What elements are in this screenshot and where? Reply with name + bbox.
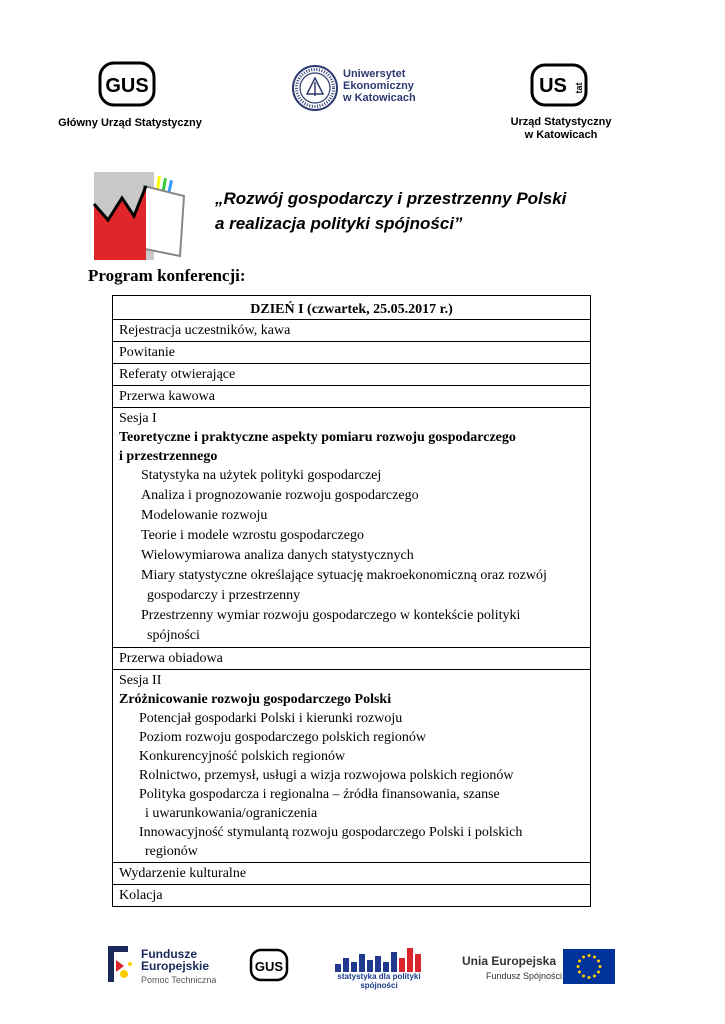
list-item: Polityka gospodarcza i regionalna – źródła finansowania, szanse i uwarunkowania/ograniczenia xyxy=(139,787,500,821)
us-logo xyxy=(529,62,589,108)
session-title: Teoretyczne i praktyczne aspekty pomiaru rozwoju gospodarczego i przestrzennego xyxy=(119,430,516,464)
list-item: Analiza i prognozowanie rozwoju gospodarczego xyxy=(141,488,419,503)
us-caption: Urząd Statystyczny w Katowicach xyxy=(510,116,612,141)
list-item: Rolnictwo, przemysł, usługi a wizja rozwojowa polskich regionów xyxy=(139,768,514,783)
svg-text:tat: tat xyxy=(574,82,584,94)
table-row: Powitanie xyxy=(113,341,590,363)
svg-text:GUS: GUS xyxy=(254,959,284,974)
session-title: Zróżnicowanie rozwoju gospodarczego Polski xyxy=(119,692,392,707)
list-item: Konkurencyjność polskich regionów xyxy=(139,749,346,764)
table-row: Przerwa kawowa xyxy=(113,385,590,407)
european-funds-logo-icon xyxy=(106,944,136,984)
session-label: Sesja II xyxy=(119,673,162,688)
list-item: Modelowanie rozwoju xyxy=(141,508,268,523)
list-item: Miary statystyczne określające sytuację makroekonomiczną oraz rozwój gospodarczy i przestrzenny xyxy=(141,568,547,603)
program-table xyxy=(112,295,591,907)
day-header: DZIEŃ I (czwartek, 25.05.2017 r.) xyxy=(250,302,453,317)
svg-text:US: US xyxy=(539,75,567,97)
list-item: Poziom rozwoju gospodarczego polskich regionów xyxy=(139,730,426,745)
session-label: Sesja I xyxy=(119,411,157,426)
conference-title: „Rozwój gospodarczy i przestrzenny Polski a realizacja polityki spójności” xyxy=(215,189,567,233)
session-2 xyxy=(113,669,590,862)
program-heading: Program konferencji: xyxy=(88,266,246,285)
eu-flag-icon xyxy=(563,949,615,984)
european-funds-text: Fundusze Europejskie Pomoc Techniczna xyxy=(141,947,217,985)
list-item: Innowacyjność stymulantą rozwoju gospodarczego Polski i polskich regionów xyxy=(139,825,523,859)
list-item: Statystyka na użytek polityki gospodarczej xyxy=(141,468,382,483)
gus-logo xyxy=(97,60,157,108)
list-item: Teorie i modele wzrostu gospodarczego xyxy=(141,528,364,543)
university-name: Uniwersytet Ekonomiczny w Katowicach xyxy=(343,68,416,104)
gus-caption: Główny Urząd Statystyczny xyxy=(58,117,202,129)
table-row: Wydarzenie kulturalne xyxy=(113,862,590,884)
list-item: Wielowymiarowa analiza danych statystycznych xyxy=(141,548,414,563)
gus-small-logo xyxy=(249,948,289,982)
list-item: Potencjał gospodarki Polski i kierunki rozwoju xyxy=(139,711,403,726)
session-1 xyxy=(113,407,590,647)
svg-text:GUS: GUS xyxy=(105,75,149,97)
bars-caption: statystyka dla polityki spójności xyxy=(337,972,421,990)
conference-emblem-icon xyxy=(88,168,198,268)
table-row: Rejestracja uczestników, kawa xyxy=(113,319,590,341)
eu-text: Unia Europejska Fundusz Spójności xyxy=(462,954,563,981)
table-row: Przerwa obiadowa xyxy=(113,647,590,669)
list-item: Przestrzenny wymiar rozwoju gospodarczego w kontekście polityki spójności xyxy=(141,608,521,643)
table-row: Referaty otwierające xyxy=(113,363,590,385)
university-seal-icon xyxy=(291,64,339,112)
table-row: Kolacja xyxy=(113,884,590,906)
